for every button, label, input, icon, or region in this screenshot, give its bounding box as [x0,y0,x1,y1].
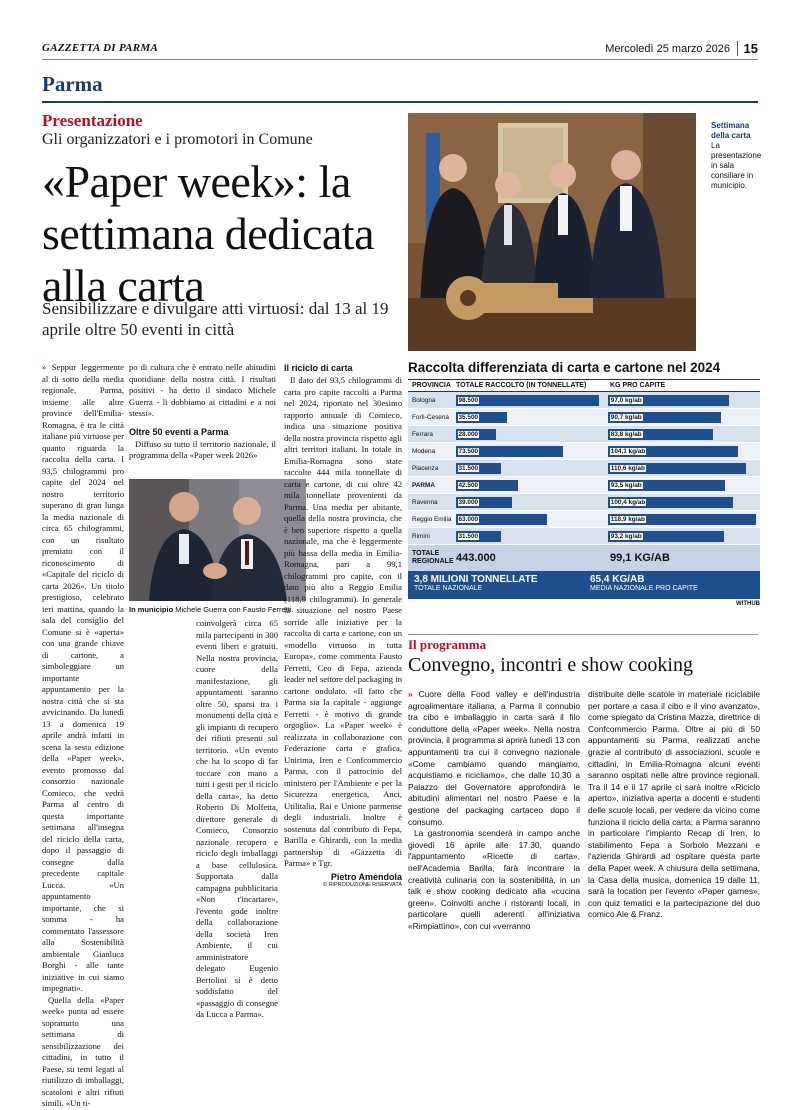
chart-tons-cell [456,392,604,409]
chart-data-label-tons: 31.500 [458,532,479,540]
chart-data-label-kg: 100,4 kg/ab [610,498,646,506]
chart-category-label: PARMA [412,481,435,489]
chart-category-label: Piacenza [412,464,439,472]
article-subheading-3: Il riciclo di carta [284,363,353,373]
chart-data-label-tons: 35.500 [458,413,479,421]
photo-big-caption-title: Settimana della carta [711,121,751,140]
article-body-2b: Diffuso su tutto il territorio nazionale, il programma della «Paper week 2026» [129,438,276,460]
chart-total-kg: 99,1 KG/AB [610,552,670,564]
chart-kg-cell [608,477,760,494]
summary-national-tons [408,571,584,599]
chart-row [408,511,760,528]
summary-national-kg-label: MEDIA NAZIONALE PRO CAPITE [590,585,698,592]
chart-category-label: Ravenna [412,498,438,506]
chart-row [408,477,760,494]
chart-row [408,392,760,409]
chart-data-label-kg: 97,0 kg/ab [610,396,642,404]
chart-kg-cell [608,409,760,426]
photo-small-caption [129,605,294,614]
masthead [42,42,758,60]
chart-kg-cell [608,443,760,460]
chart-category-label: Ferrara [412,430,433,438]
chart-row [408,494,760,511]
chart-kg-cell [608,494,760,511]
chart-data-label-kg: 93,5 kg/ab [610,481,642,489]
chart-category-label: Reggio Emilia [412,515,452,523]
newspaper-name: GAZZETTA DI PARMA [42,42,159,54]
section-rule [42,101,758,103]
chart-category-label: Modena [412,447,436,455]
chart-data-label-kg: 118,9 kg/ab [610,515,645,523]
article-headline: «Paper week»: la settimana dedicata alla carta [42,156,375,311]
summary-national-kg-value: 65,4 KG/AB [590,574,645,585]
chart-col-provincia: PROVINCIA [412,382,451,389]
article-rights: © RIPRODUZIONE RISERVATA [322,881,402,888]
article-subheading-2: Oltre 50 eventi a Parma [129,426,229,437]
chart-tons-cell [456,528,604,545]
chart-tons-cell [456,443,604,460]
photo-guerra-ferretti [129,479,306,601]
chart-data-label-kg: 83,8 kg/ab [610,430,642,438]
chart-title: Raccolta differenziata di carta e cartone nel 2024 [408,360,721,375]
article-col-2c [196,618,278,1021]
chart-data-label-kg: 90,7 kg/ab [610,413,642,421]
programma-col-2 [588,689,760,921]
chart-kg-cell [608,511,760,528]
article-author: Pietro Amendola [330,871,402,882]
chart-data-label-tons: 98.500 [458,396,479,404]
chart-tons-cell [456,460,604,477]
programma-col-1 [408,689,580,932]
photo-small-caption-bold: In municipio [129,605,174,614]
chart-total-label: TOTALE REGIONALE [412,550,454,565]
chart-data-label-tons: 42.500 [458,481,479,489]
page-number: 15 [737,41,758,56]
programma-kicker: Il programma [408,637,487,652]
chart-data-label-tons: 39.000 [458,498,479,506]
chart-rows [408,392,760,545]
chart-kg-cell [608,528,760,545]
chart-credit: WITHUB [736,601,760,607]
chart-category-label: Rimini [412,532,430,540]
article-body-3: Il dato dei 93,5 chilogrammi di carta pro capite raccolti a Parma nel 2024, riportato nel 30esimo rapporto annuale di Comieco, indica una situazione positiva della nostra provincia rispetto agli altri territori italiani. In totale in Emilia-Romagna sono state raccolte 444 mila tonnellate di carta e cartone, di cui oltre 42 mila tonnellate provenienti da Parma. Una media per abitante, quella della nostra provincia, che è ben superiore rispetto a quella nazionale, ma che è leggermente più bassa della media in Emilia-Romagna, pari a 99,1 chilogrammi pro capite, con il dato più alto a Reggio Emilia (118,9 chilogrammi). In generale la situazione nel nostro Paese sorride alle iniziative per la raccolta di carta e cartone, con un «modello virtuoso in tutta Europa», come commenta Fausto Ferretti, Ceo di Fepa, azienda leader nel settore del packaging in cartone ondulato. «Il fatto che Parma sia la capitale - aggiunge Ferretti - è motivo di grande orgoglio». La «Paper week» è realizzata in collaborazione con Federazione carta e grafica, Unirima, Iren e Confcommercio Parma, con il patrocinio del ministero per l'Ambiente e per la Sicurezza energetica, Anci, Utilitalia, Rai e Unione parmense degli industriali. Inoltre è sostenuta dal contributo di Fepa, Barilla e Ghirardi, con la media partnership di «Gazzetta di Parma» e Tgr. [284,375,402,868]
chart-category-label: Bologna [412,396,436,404]
chart-data-label-tons: 28.000 [458,430,479,438]
article-col-3 [284,362,402,888]
chart-data-label-kg: 93,2 kg/ab [610,532,642,540]
chart-raccolta [408,360,760,607]
chart-row [408,409,760,426]
summary-national-kg [584,571,760,599]
chart-row [408,460,760,477]
chart-grid [408,379,760,571]
section-title: Parma [42,72,103,96]
chart-total-tons: 443.000 [456,552,496,564]
article-kicker: Presentazione [42,111,143,130]
chart-tons-cell [456,426,604,443]
article-col-2-top [129,362,276,462]
chart-row [408,443,760,460]
photo-presentation [408,113,696,351]
chart-tons-cell [456,477,604,494]
summary-national-tons-value: 3,8 MILIONI TONNELLATE [414,574,538,585]
chart-data-label-kg: 104,1 kg/ab [610,447,646,455]
article-body-2c: coinvolgerà circa 65 mila partecipanti in 300 eventi liberi e gratuiti. Nella nostra provincia, cuore della manifestazione, gli appuntamenti saranno oltre 50, sparsi tra i monumenti della città e gli impianti di recupero dei rifiuti presenti sul territorio. «Un evento che ha lo scopo di far toccare con mano a tutti i gesti per il riciclo della carta», ha detto Roberto Di Molfetta, direttore generale di Comieco, Consorzio nazionale recupero e riciclo degli imballaggi a base cellulosica. Supportata dalla campagna pubblicitaria «Non t'incartare», l'evento gode inoltre della collaborazione della società Iren Ambiente, il cui amministratore delegato Eugenio Bertolini si è detto soddisfatto del «passaggio di consegne da Lucca a Parma». [196,618,278,1019]
article-overline: Gli organizzatori e i promotori in Comune [42,131,313,148]
article-body-1b: Quella della «Paper week» punta ad essere soprattutto una settimana di sensibilizzazione dei cittadini, in tutto il Paese, su temi legati al riutilizzo di imballaggi, scatoloni e altri rifiuti simili. «Un ti- [42,994,124,1108]
chart-data-label-tons: 31.500 [458,464,479,472]
chart-header [408,380,760,392]
chart-col-kg: KG PRO CAPITE [610,382,666,389]
chart-kg-cell [608,392,760,409]
programma-rule [408,634,758,635]
chart-category-label: Forlì-Cesena [412,413,449,421]
programma-body-1b: La gastronomia scenderà in campo anche giovedì 16 aprile alle 17.30, quando l'appuntamento «Ricette di carta», nell'Academia Barilla, farà incontrare la creatività culinaria con la sostenibilità, in un talk e show cooking dedicato alla «cucina green». Coinvolti anche i ristoranti locali, in particolare quelli aderenti all'iniziativa «Rimpiattino», con cui «verranno [408,828,580,931]
chart-data-label-kg: 110,6 kg/ab [610,464,645,472]
chart-data-label-tons: 63.000 [458,515,479,523]
chart-summary [408,571,760,599]
chart-tons-cell [456,511,604,528]
photo-small-caption-text: Michele Guerra con Fausto Ferretti. [175,605,294,614]
issue-date: Mercoledì 25 marzo 2026 [605,43,730,55]
article-subhead: Sensibilizzare e divulgare atti virtuosi: dal 13 al 19 aprile oltre 50 eventi in città [42,299,389,339]
article-body-1: Seppur leggermente al di sotto della media regionale, Parma, insieme alle altre province dell'Emilia-Romagna, è tra le città italiane più virtuose per quanto riguarda la raccolta della carta. I 93,5 chilogrammi pro capite del 2024 nel nostro territorio superano di gran lunga la media nazionale di circa 65 chilogrammi, con un risultato premiato con il riconoscimento di «Capitale del riciclo di carta 2026». Un titolo prestigioso, celebrato ieri mattina, quando la sala del consiglio del Comune si è «aperta» con una grande chiave di cartone, a simboleggiare un importante appuntamento per la nostra città che si sta avvicinando. Da lunedì 13 a domenica 19 aprile andrà infatti in scena la sesta edizione della «Paper week», evento promosso dal consorzio nazionale Comieco, che vedrà Parma al centro di questa importante settimana all'insegna del riciclo della carta, dopo il passaggio di consegne dalla precedente capitale Lucca. «Un appuntamento importante, che si somma - ha commentato l'assessore alla Sostenibilità ambientale Gianluca Borghi - alle tante iniziative in cui siamo impegnati». [42,362,124,993]
chart-kg-cell [608,460,760,477]
chart-total-row [408,545,760,571]
dropmark-icon: » [408,689,413,699]
summary-national-tons-label: TOTALE NAZIONALE [414,585,483,592]
photo-big-caption [711,121,761,191]
chart-tons-cell [456,494,604,511]
chart-tons-cell [456,409,604,426]
photo-big-caption-text: La presentazione in sala consiliare in municipio. [711,141,762,190]
chart-row [408,426,760,443]
programma-body-2: distribuite delle scatole in materiale riciclabile per portare a casa il cibo e il vino avanzato», come spiegato da Cristina Mazza, direttrice di Confcommercio Parma. Oltre ai più di 50 appuntamenti su Parma, realizzati anche grazie al contributo di associazioni, scuole e cittadini, in Emilia-Romagna alcuni eventi saranno ospitati nelle altre province regionali. Tra il 14 e il 17 aprile ci sarà inoltre «Riciclo aperto», iniziativa aperta a docenti e studenti delle scuole locali, per vedere da vicino come funziona il riciclo della carta; a Parma saranno in particolare l'impianto Recap di Iren, lo stabilimento Fepa a Sorbolo Mezzani e l'azienda Ghirardi ad ospitare questa parte della Paper week. A chiusura della settimana, la Casa della musica, domenica 19 dalle 11, sarà la location per l'evento «Paper games», con quiz tematici e la partecipazione del duo comico Ale & Franz. [588,689,760,920]
chart-data-label-tons: 73.500 [458,447,479,455]
programma-title: Convegno, incontri e show cooking [408,654,693,676]
chart-kg-cell [608,426,760,443]
dropmark-icon: » [42,362,47,372]
programma-body-1: Cuore della Food valley e dell'industria agroalimentare italiana, a Parma il connubio tra cibo e imballaggio in carta sarà il filo conduttore della «Paper week». Nella nostra provincia, il programma si aprirà lunedì 13 con appuntamenti tra cui il convegno nazionale «Come cambiamo quando mangiamo, acquistiamo e ricicliamo», che dalle 10.30 a Palazzo del Governatore approfondirà le abitudini alimentari nel nostro Paese e la gestione del packaging cartaceo dopo il consumo. [408,689,581,827]
article-body-2a: po di cultura che è entrato nelle abitudini quotidiane della nostra città. I risultati positivi - ha detto il sindaco Michele Guerra - li dobbiamo ai cittadini e a noi stessi». [129,362,276,418]
chart-col-totale: TOTALE RACCOLTO (IN TONNELLATE) [456,382,587,389]
article-col-1 [42,362,124,1108]
chart-row [408,528,760,545]
